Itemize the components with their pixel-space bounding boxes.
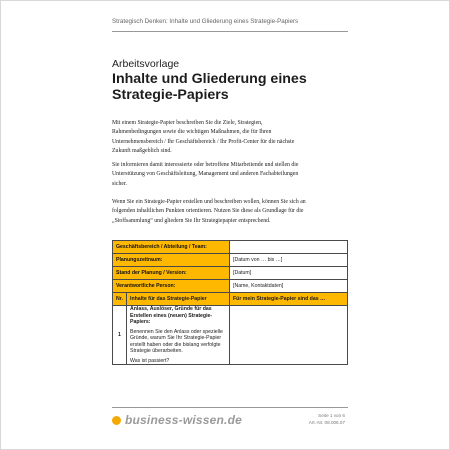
intro-paragraph-1: Mit einem Strategie-Papier beschreiben Sie die Ziele, Strategien, Rahmenbedingungen sowie die wichtigen Maßnahmen, die für Ihren Unternehmensbereich / Ihr Geschäftsbereich / Ihr Profit-Center für die nächste Zukunft maßgeblich sind. [112, 120, 295, 155]
form-row-responsible [113, 280, 348, 293]
logo-text: business-wissen.de [125, 413, 242, 427]
logo-dot-icon [112, 416, 121, 425]
form-row-version [113, 267, 348, 280]
version-field[interactable]: [Datum] [230, 267, 348, 280]
item-answer-field[interactable] [230, 306, 348, 365]
intro-paragraph-3: Wenn Sie ein Strategie-Papier erstellen und beschreiben wollen, können Sie sich an folgenden inhaltlichen Punkten orientieren. Nutzen Sie diese als Grundlage für die „Stoffsammlung“ und gliedern Sie Ihr Strategiepapier entsprechend. [112, 199, 306, 224]
form-row-period [113, 254, 348, 267]
field-label: Stand der Planung / Version: [113, 267, 230, 280]
document-title: Inhalte und Gliederung eines Strategie-Papiers [112, 71, 307, 103]
field-label: Geschäftsbereich / Abteilung / Team: [113, 241, 230, 254]
page-info [309, 413, 345, 426]
table-header-row [113, 293, 348, 306]
field-label: Verantwortliche Person: [113, 280, 230, 293]
running-header: Strategisch Denken: Inhalte und Gliederung eines Strategie-Papiers [112, 18, 299, 25]
column-header-nr: Nr. [113, 293, 127, 306]
item-question: Was ist passiert? [130, 357, 170, 364]
brand-logo[interactable] [112, 413, 242, 427]
column-header-answer: Für mein Strategie-Papier sind das … [230, 293, 348, 306]
strategy-form-table [112, 240, 348, 365]
article-number: Art.-Nr. 08.006.07 [308, 419, 345, 425]
item-title: Anlass, Auslöser, Gründe für das Erstellen eines (neuen) Strategie-Papiers: [130, 306, 213, 325]
department-field[interactable] [230, 241, 348, 254]
item-topic-cell [127, 306, 230, 365]
field-label: Planungszeitraum: [113, 254, 230, 267]
form-row-department [113, 241, 348, 254]
item-number: 1 [113, 306, 127, 365]
table-row [113, 306, 348, 365]
planning-period-field[interactable]: [Datum von … bis …] [230, 254, 348, 267]
column-header-topic: Inhalte für das Strategie-Papier [127, 293, 230, 306]
intro-paragraph-2: Sie informieren damit interessierte oder betroffene Mitarbeitende und stellen die Unterstützung von Geschäftsleitung, Management und anderen Fachabteilungen sicher. [112, 162, 299, 187]
item-description: Benennen Sie den Anlass oder spezielle Gründe, warum Sie Ihr Strategie-Papier erstellt haben oder die bislang verfolgte Strategie überarbeiten. [130, 328, 223, 354]
footer-divider [112, 407, 348, 408]
document-kind: Arbeitsvorlage [112, 58, 180, 70]
responsible-person-field[interactable]: [Name, Kontaktdaten] [230, 280, 348, 293]
page-number: Seite 1 von 6 [318, 413, 345, 418]
header-divider [112, 31, 348, 32]
